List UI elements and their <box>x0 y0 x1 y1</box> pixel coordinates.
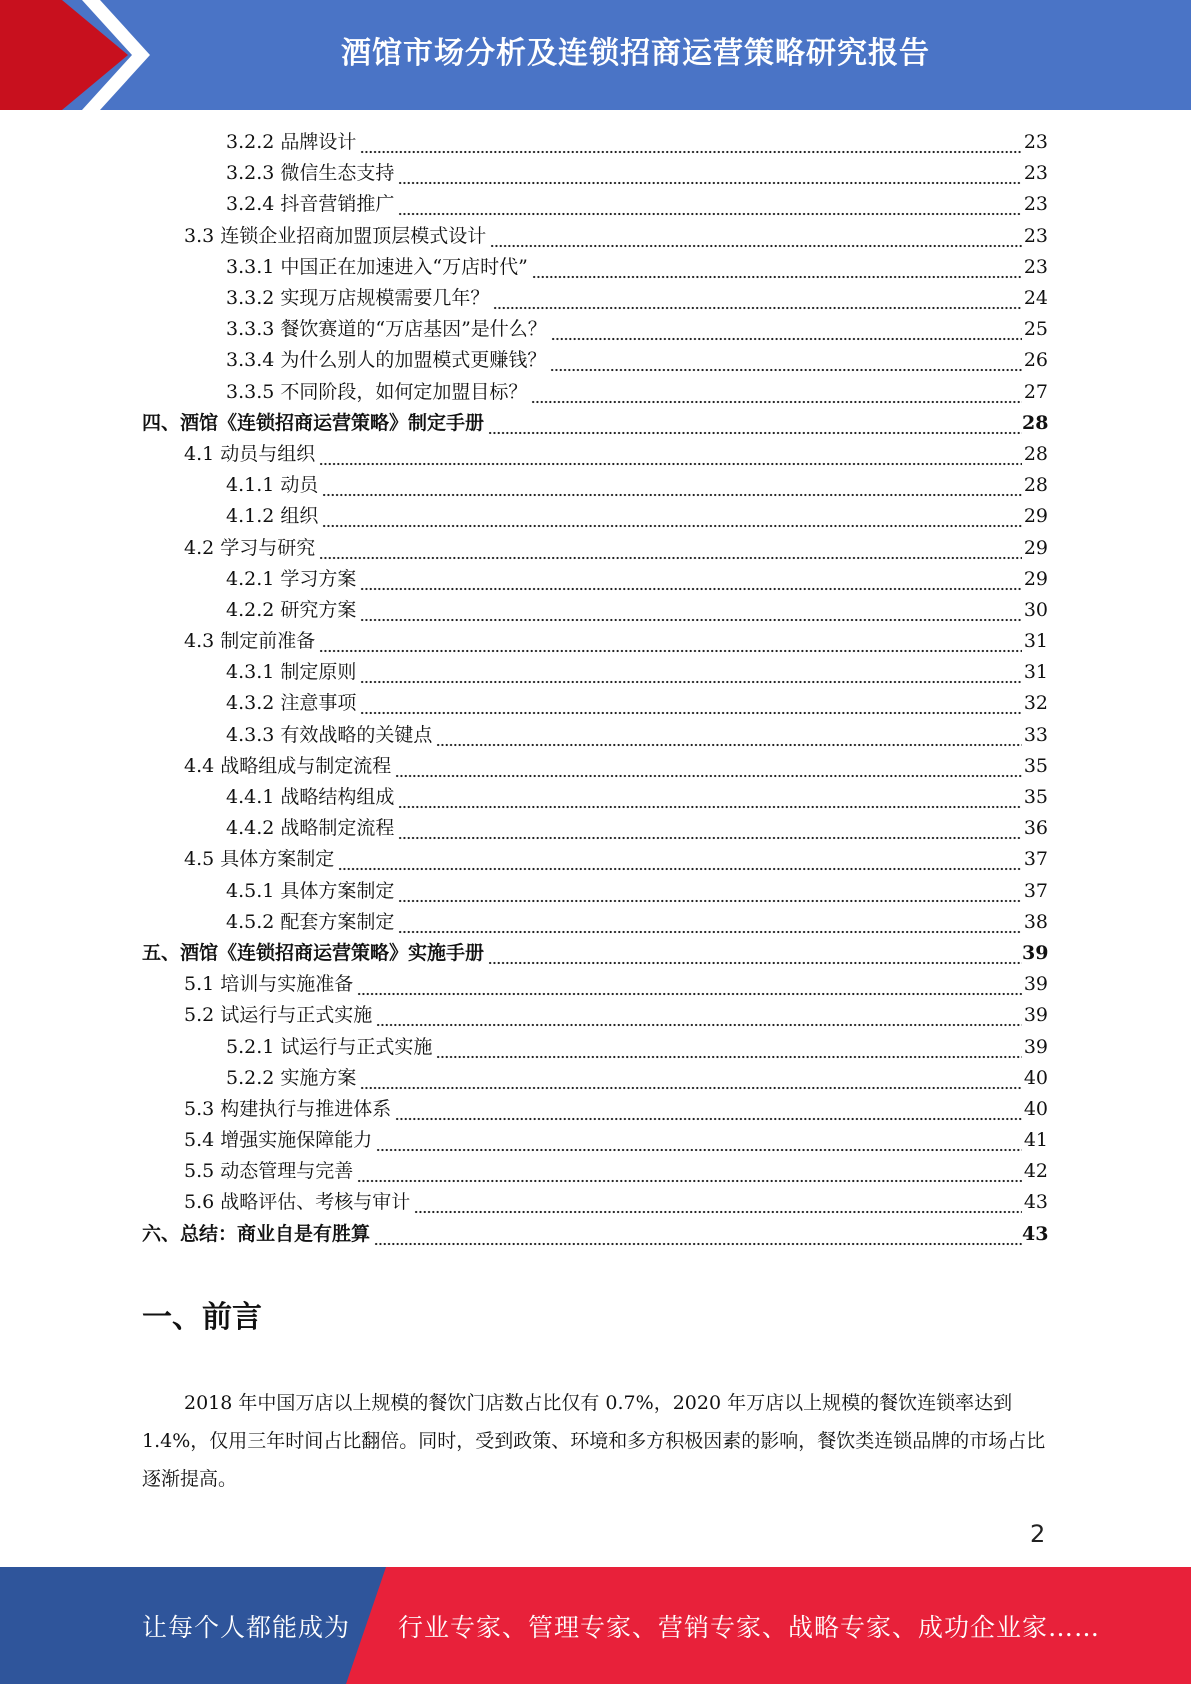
toc-entry-label: 4.3.2 注意事项 <box>226 692 357 715</box>
toc-entry-page: 36 <box>1023 817 1048 840</box>
toc-entry-page: 39 <box>1023 1035 1048 1058</box>
toc-entry-page: 29 <box>1023 505 1048 528</box>
toc-entry-label: 4.4.1 战略结构组成 <box>226 786 395 809</box>
toc-dot-leader <box>319 634 1022 653</box>
toc-entry-page: 42 <box>1023 1160 1048 1183</box>
toc-dot-leader <box>360 135 1022 154</box>
toc-entry-page: 23 <box>1023 162 1048 185</box>
toc-entry-page: 40 <box>1023 1066 1048 1089</box>
toc-entry-label: 4.5.2 配套方案制定 <box>226 910 395 933</box>
toc-dot-leader <box>488 946 1022 965</box>
toc-entry[interactable] <box>0 564 1191 595</box>
footer-slogan-left: 让每个人都能成为 <box>142 1612 351 1642</box>
toc-dot-leader <box>488 416 1022 435</box>
toc-entry-label: 3.3 连锁企业招商加盟顶层模式设计 <box>184 224 487 247</box>
toc-entry-label: 5.6 战略评估、考核与审计 <box>184 1191 411 1214</box>
toc-entry[interactable] <box>0 252 1191 283</box>
toc-entry-label: 3.3.4 为什么别人的加盟模式更赚钱？ <box>226 349 547 372</box>
toc-entry-page: 37 <box>1023 879 1048 902</box>
toc-entry-page: 23 <box>1023 224 1048 247</box>
toc-entry-page: 39 <box>1023 973 1048 996</box>
toc-entry-label: 4.5 具体方案制定 <box>184 848 335 871</box>
toc-entry-label: 5.4 增强实施保障能力 <box>184 1129 373 1152</box>
toc-dot-leader <box>493 291 1022 310</box>
toc-entry-label: 4.2.2 研究方案 <box>226 598 357 621</box>
toc-entry-page: 31 <box>1023 661 1048 684</box>
toc-entry-page: 40 <box>1023 1097 1048 1120</box>
toc-entry-page: 38 <box>1023 910 1048 933</box>
toc-dot-leader <box>357 1164 1022 1183</box>
toc-entry-label: 五、酒馆《连锁招商运营策略》实施手册 <box>142 941 485 964</box>
preface-paragraph: 2018 年中国万店以上规模的餐饮门店数占比仅有 0.7%，2020 年万店以上规模的餐饮连锁率达到 1.4%，仅用三年时间占比翻倍。同时，受到政策、环境和多方积极因素的影响，餐饮类连锁品牌的市场占比逐渐提高。 <box>142 1392 1046 1490</box>
toc-entry-label: 3.3.2 实现万店规模需要几年？ <box>226 287 490 310</box>
toc-dot-leader <box>338 852 1022 871</box>
toc-entry-label: 4.2.1 学习方案 <box>226 567 357 590</box>
toc-entry-label: 3.3.1 中国正在加速进入“万店时代” <box>226 255 528 278</box>
header-title: 酒馆市场分析及连锁招商运营策略研究报告 <box>341 36 930 71</box>
toc-entry[interactable] <box>0 595 1191 626</box>
toc-entry-label: 4.1 动员与组织 <box>184 442 316 465</box>
toc-entry-page: 29 <box>1023 536 1048 559</box>
toc-entry[interactable] <box>0 1187 1191 1218</box>
toc-dot-leader <box>360 1071 1022 1090</box>
toc-entry-label: 4.3.3 有效战略的关键点 <box>226 723 433 746</box>
toc-entry-page: 41 <box>1023 1129 1048 1152</box>
toc-entry-label: 4.3.1 制定原则 <box>226 661 357 684</box>
toc-entry-page: 32 <box>1023 692 1048 715</box>
toc-entry[interactable] <box>0 688 1191 719</box>
toc-dot-leader <box>436 728 1022 747</box>
toc-entry[interactable] <box>0 969 1191 1000</box>
toc-entry-label: 5.2 试运行与正式实施 <box>184 1004 373 1027</box>
toc-entry-page: 27 <box>1023 380 1048 403</box>
toc-entry[interactable] <box>0 127 1191 158</box>
toc-entry-label: 5.1 培训与实施准备 <box>184 973 354 996</box>
toc-entry-label: 4.1.2 组织 <box>226 505 319 528</box>
footer-slogan-right: 行业专家、管理专家、营销专家、战略专家、成功企业家…… <box>398 1612 1101 1642</box>
toc-dot-leader <box>360 603 1022 622</box>
toc-entry-label: 四、酒馆《连锁招商运营策略》制定手册 <box>142 411 485 434</box>
toc-entry-page: 28 <box>1022 411 1049 434</box>
toc-entry[interactable] <box>0 408 1191 439</box>
toc-entry-label: 3.2.2 品牌设计 <box>226 131 357 154</box>
toc-entry[interactable] <box>0 657 1191 688</box>
toc-entry-label: 4.5.1 具体方案制定 <box>226 879 395 902</box>
toc-entry-page: 28 <box>1023 474 1048 497</box>
toc-entry-page: 24 <box>1023 287 1048 310</box>
toc-dot-leader <box>398 166 1022 185</box>
toc-entry-page: 35 <box>1023 786 1048 809</box>
toc-entry-page: 31 <box>1023 630 1048 653</box>
toc-dot-leader <box>414 1195 1022 1214</box>
page-number: 2 <box>1030 1520 1046 1548</box>
toc-dot-leader <box>395 759 1022 778</box>
table-of-contents <box>0 127 1191 1250</box>
toc-dot-leader <box>319 447 1022 466</box>
toc-entry[interactable] <box>0 439 1191 470</box>
toc-entry-label: 5.2.1 试运行与正式实施 <box>226 1035 433 1058</box>
toc-entry-label: 4.1.1 动员 <box>226 474 319 497</box>
toc-dot-leader <box>398 790 1022 809</box>
toc-entry[interactable] <box>0 907 1191 938</box>
toc-entry-label: 4.2 学习与研究 <box>184 536 316 559</box>
toc-entry-page: 23 <box>1023 131 1048 154</box>
toc-dot-leader <box>357 977 1022 996</box>
toc-entry[interactable] <box>0 158 1191 189</box>
toc-entry[interactable] <box>0 844 1191 875</box>
toc-entry[interactable] <box>0 532 1191 563</box>
toc-dot-leader <box>398 884 1022 903</box>
toc-entry-label: 5.2.2 实施方案 <box>226 1066 357 1089</box>
toc-entry[interactable] <box>0 1063 1191 1094</box>
toc-entry[interactable] <box>0 876 1191 907</box>
toc-entry-page: 37 <box>1023 848 1048 871</box>
page-header <box>0 0 1191 110</box>
toc-entry[interactable] <box>0 1094 1191 1125</box>
toc-entry-page: 30 <box>1023 598 1048 621</box>
toc-entry[interactable] <box>0 501 1191 532</box>
toc-entry[interactable] <box>0 626 1191 657</box>
toc-entry-page: 23 <box>1023 255 1048 278</box>
toc-entry-page: 28 <box>1023 442 1048 465</box>
toc-entry[interactable] <box>0 345 1191 376</box>
toc-dot-leader <box>532 260 1022 279</box>
toc-entry[interactable] <box>0 1031 1191 1062</box>
toc-dot-leader <box>398 915 1022 934</box>
toc-dot-leader <box>376 1008 1022 1027</box>
toc-entry-label: 3.3.5 不同阶段，如何定加盟目标？ <box>226 380 528 403</box>
toc-dot-leader <box>374 1227 1022 1246</box>
toc-entry-page: 39 <box>1022 941 1049 964</box>
toc-dot-leader <box>398 197 1022 216</box>
toc-entry-page: 33 <box>1023 723 1048 746</box>
toc-entry[interactable] <box>0 1156 1191 1187</box>
toc-dot-leader <box>376 1133 1022 1152</box>
toc-entry-label: 六、总结：商业自是有胜算 <box>142 1222 371 1245</box>
toc-entry[interactable] <box>0 1219 1191 1250</box>
toc-entry-label: 5.3 构建执行与推进体系 <box>184 1097 392 1120</box>
toc-entry[interactable] <box>0 377 1191 408</box>
section-heading: 一、前言 <box>142 1300 262 1335</box>
toc-entry[interactable] <box>0 720 1191 751</box>
toc-entry[interactable] <box>0 813 1191 844</box>
toc-entry[interactable] <box>0 782 1191 813</box>
toc-dot-leader <box>360 572 1022 591</box>
toc-dot-leader <box>322 478 1022 497</box>
toc-entry-page: 25 <box>1023 318 1048 341</box>
toc-entry-label: 4.3 制定前准备 <box>184 630 316 653</box>
toc-dot-leader <box>360 696 1022 715</box>
toc-dot-leader <box>398 821 1022 840</box>
toc-entry[interactable] <box>0 1000 1191 1031</box>
toc-entry[interactable] <box>0 283 1191 314</box>
toc-entry[interactable] <box>0 1125 1191 1156</box>
toc-dot-leader <box>531 385 1022 404</box>
toc-entry[interactable] <box>0 751 1191 782</box>
toc-entry-page: 43 <box>1023 1191 1048 1214</box>
toc-dot-leader <box>395 1102 1022 1121</box>
toc-entry-page: 26 <box>1023 349 1048 372</box>
toc-entry-label: 3.2.3 微信生态支持 <box>226 162 395 185</box>
toc-dot-leader <box>322 509 1022 528</box>
toc-dot-leader <box>550 353 1022 372</box>
toc-entry[interactable] <box>0 221 1191 252</box>
toc-entry[interactable] <box>0 314 1191 345</box>
toc-dot-leader <box>436 1040 1022 1059</box>
toc-entry-label: 3.2.4 抖音营销推广 <box>226 193 395 216</box>
toc-dot-leader <box>360 665 1022 684</box>
toc-entry-page: 39 <box>1023 1004 1048 1027</box>
toc-entry-label: 4.4.2 战略制定流程 <box>226 817 395 840</box>
toc-entry-page: 43 <box>1022 1222 1049 1245</box>
toc-entry-page: 35 <box>1023 754 1048 777</box>
toc-entry-label: 5.5 动态管理与完善 <box>184 1160 354 1183</box>
toc-dot-leader <box>490 229 1022 248</box>
toc-entry-label: 4.4 战略组成与制定流程 <box>184 754 392 777</box>
toc-entry[interactable] <box>0 938 1191 969</box>
toc-dot-leader <box>551 322 1022 341</box>
toc-entry-page: 23 <box>1023 193 1048 216</box>
toc-dot-leader <box>319 541 1022 560</box>
toc-entry-page: 29 <box>1023 567 1048 590</box>
toc-entry[interactable] <box>0 189 1191 220</box>
page-footer <box>0 1567 1191 1684</box>
toc-entry[interactable] <box>0 470 1191 501</box>
toc-entry-label: 3.3.3 餐饮赛道的“万店基因”是什么？ <box>226 318 547 341</box>
